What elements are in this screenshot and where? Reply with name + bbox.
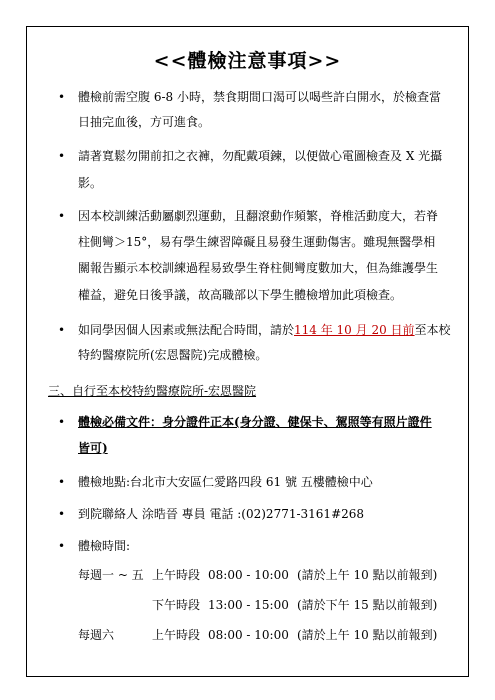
item-1-line-1: 體檢前需空腹 6-8 小時，禁食期間口渴可以喝些許白開水，於檢查當 (78, 90, 441, 104)
item-3-line-4: 權益，避免日後爭議，故高職部以下學生體檢增加此項檢查。 (78, 288, 403, 302)
item-4-line-2: 特約醫療院所(宏恩醫院)完成體檢。 (78, 348, 268, 362)
required-docs-line-1: 體檢必備文件：身分證件正本(身分證、健保卡、駕照等有照片證件 (78, 415, 432, 429)
schedule-note: (請於上午 10 點以前報到) (297, 628, 438, 642)
exam-location: 體檢地點:台北市大安區仁愛路四段 61 號 五樓體檢中心 (78, 475, 373, 489)
item-3-line-3: 關報告顯示本校訓練過程易致學生脊柱側彎度數加大，但為維護學生 (78, 261, 439, 275)
schedule-day: 每週六 (78, 628, 115, 642)
item-4-pre: 如同學因個人因素或無法配合時間，請於 (78, 323, 295, 337)
bullet-marker: • (58, 507, 66, 521)
schedule-period: 上午時段 (152, 628, 201, 642)
contact-person: 到院聯絡人 涂晧晉 專員 電話 :(02)2771-3161#268 (78, 507, 365, 521)
item-4-line-1 (78, 322, 451, 338)
item-3-line-1: 因本校訓練活動屬劇烈運動，且翻滾動作頻繁，脊椎活動度大，若脊 (78, 209, 439, 223)
item-2-line-1: 請著寬鬆勿開前扣之衣褲，勿配戴項鍊，以便做心電圖檢查及 X 光攝 (78, 149, 443, 163)
item-4-post: 至本校 (414, 323, 451, 337)
schedule-period: 上午時段 (152, 568, 201, 582)
schedule-time: 08:00 - 10:00 (208, 628, 289, 642)
bullet-marker: • (58, 209, 66, 223)
deadline-date: 114 年 10 月 20 日前 (294, 323, 415, 337)
bullet-marker: • (58, 539, 66, 553)
item-2-line-2: 影。 (78, 176, 103, 190)
schedule-time: 13:00 - 15:00 (208, 598, 289, 612)
bullet-marker: • (58, 90, 66, 104)
bullet-marker: • (58, 149, 66, 163)
schedule-time: 08:00 - 10:00 (208, 568, 289, 582)
page-title: <<體檢注意事項>> (153, 50, 342, 72)
schedule-note: (請於上午 10 點以前報到) (297, 568, 438, 582)
required-docs-line-2: 皆可) (78, 441, 108, 455)
section-heading: 三、自行至本校特約醫療院所-宏恩醫院 (48, 384, 257, 398)
exam-time-label: 體檢時間: (78, 539, 131, 553)
schedule-day: 每週一 ~ 五 (78, 568, 144, 582)
schedule-note: (請於下午 15 點以前報到) (297, 598, 438, 612)
item-3-line-2: 柱側彎＞15°，易有學生練習障礙且易發生運動傷害。雖現無醫學相 (78, 235, 436, 249)
schedule-period: 下午時段 (152, 598, 201, 612)
bullet-marker: • (58, 475, 66, 489)
bullet-marker: • (58, 415, 66, 429)
item-1-line-2: 日抽完血後，方可進食。 (78, 115, 211, 129)
bullet-marker: • (58, 323, 66, 337)
